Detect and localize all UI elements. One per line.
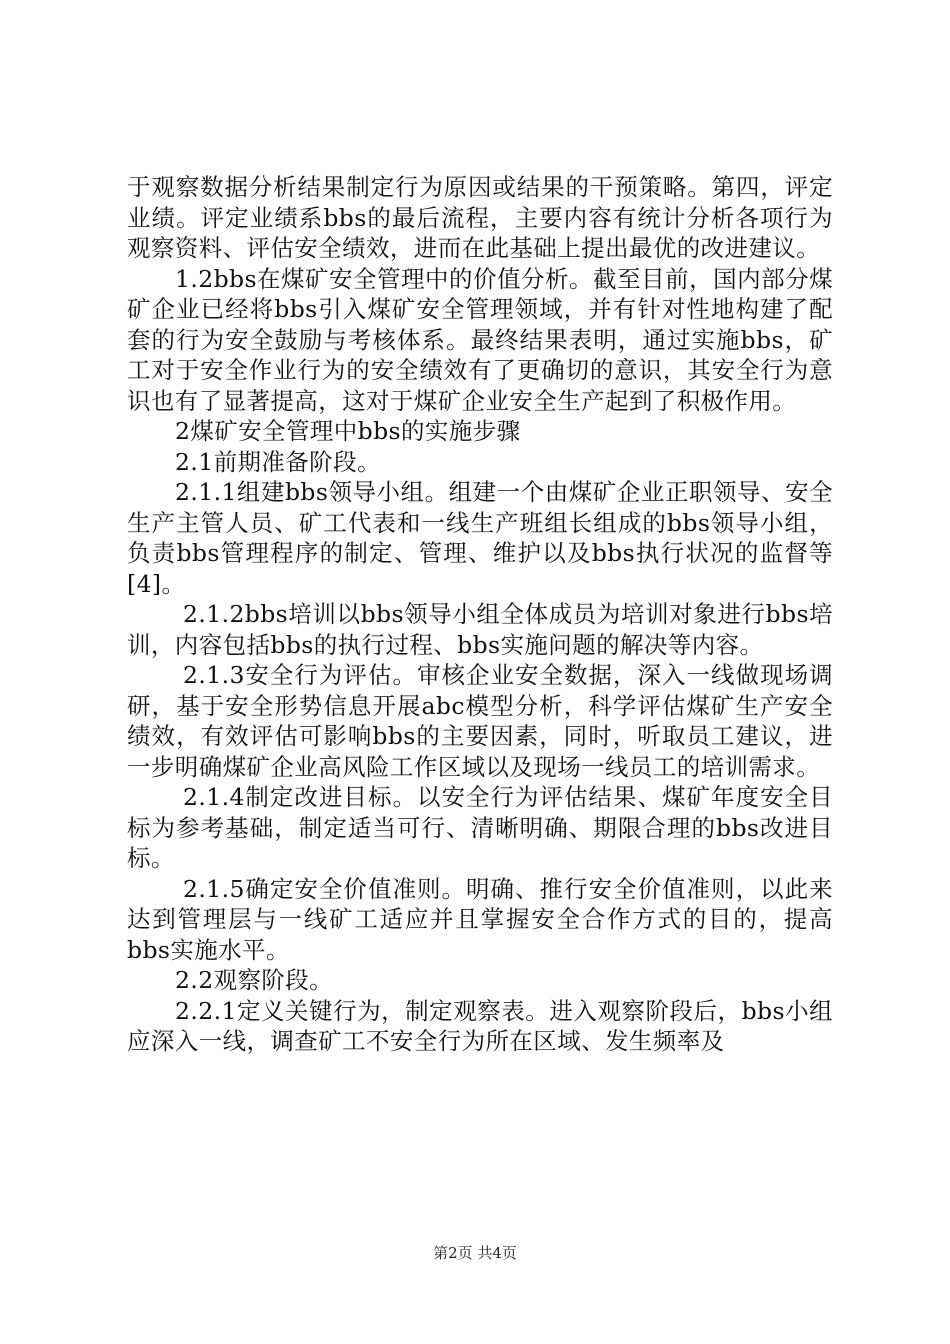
paragraph-section-2-1-1: 2.1.1组建bbs领导小组。组建一个由煤矿企业正职领导、安全生产主管人员、矿工代表和一线生产班组长组成的bbs领导小组，负责bbs管理程序的制定、管理、维护以及bbs执行状况的监督等[4]。 — [127, 478, 833, 598]
paragraph-section-2-1-5: 2.1.5确定安全价值准则。明确、推行安全价值准则，以此来达到管理层与一线矿工适应并且掌握安全合作方式的目的，提高bbs实施水平。 — [127, 874, 833, 964]
page-number-footer: 第2页 共4页 — [433, 1244, 517, 1262]
paragraph-section-2-1-4: 2.1.4制定改进目标。以安全行为评估结果、煤矿年度安全目标为参考基础，制定适当可行、清晰明确、期限合理的bbs改进目标。 — [127, 783, 833, 872]
document-body — [127, 172, 833, 1057]
paragraph-section-1-2: 1.2bbs在煤矿安全管理中的价值分析。截至目前，国内部分煤矿企业已经将bbs引入煤矿安全管理领域，并有针对性地构建了配套的行为安全鼓励与考核体系。最终结果表明，通过实施bbs，矿工对于安全作业行为的安全绩效有了更确切的意识，其安全行为意识也有了显著提高，这对于煤矿企业安全生产起到了积极作用。 — [127, 264, 833, 415]
paragraph-section-2-1-2: 2.1.2bbs培训以bbs领导小组全体成员为培训对象进行bbs培训，内容包括bbs的执行过程、bbs实施问题的解决等内容。 — [127, 600, 833, 659]
heading-section-2: 2煤矿安全管理中bbs的实施步骤 — [175, 417, 521, 445]
paragraph-continuation: 于观察数据分析结果制定行为原因或结果的干预策略。第四，评定业绩。评定业绩系bbs的最后流程，主要内容有统计分析各项行为观察资料、评估安全绩效，进而在此基础上提出最优的改进建议。 — [127, 173, 833, 262]
heading-section-2-2: 2.2观察阶段。 — [175, 966, 334, 994]
heading-section-2-1: 2.1前期准备阶段。 — [175, 447, 381, 476]
paragraph-section-2-1-3: 2.1.3安全行为评估。审核企业安全数据，深入一线做现场调研，基于安全形势信息开展abc模型分析，科学评估煤矿生产安全绩效，有效评估可影响bbs的主要因素，同时，听取员工建议，进一步明确煤矿企业高风险工作区域以及现场一线员工的培训需求。 — [127, 661, 833, 781]
paragraph-section-2-2-1: 2.2.1定义关键行为，制定观察表。进入观察阶段后，bbs小组应深入一线，调查矿工不安全行为所在区域、发生频率及 — [127, 996, 833, 1055]
